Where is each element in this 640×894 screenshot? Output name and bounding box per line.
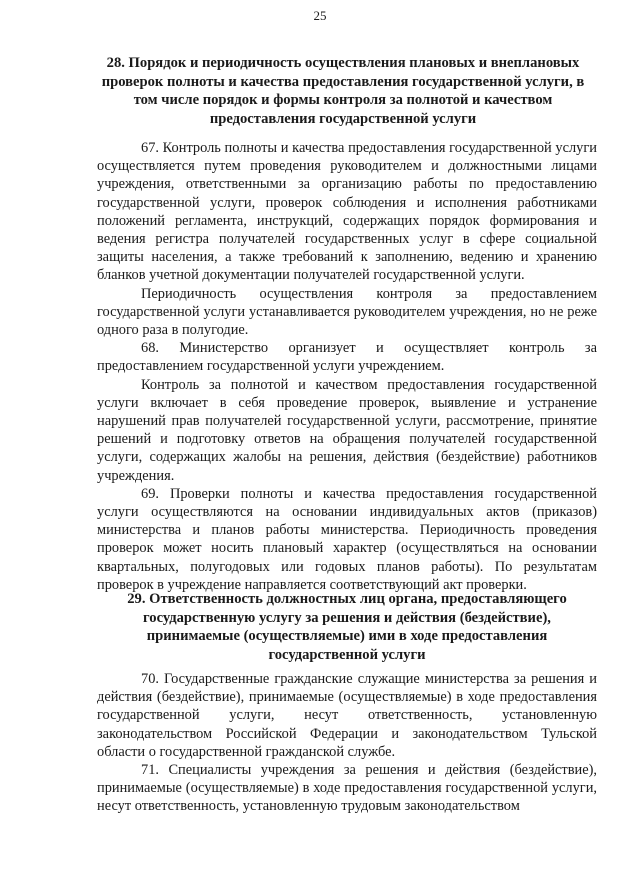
paragraph-67: 67. Контроль полноты и качества предоставления государственной услуги осуществляется путем проведения руководителем и должностными лицами учреждения, ответственными за организацию работы по предоставлению государственной услуги, проверок соблюдения и исполнения работниками положений регламента, инструкций, содержащих порядок формирования и ведения регистра получателей государственных услуг в сфере социальной защиты населения, а также требований к заполнению, ведению и хранению бланков учетной документации получателей государственной услуги.	[97, 140, 597, 284]
paragraph-67-periodicity: Периодичность осуществления контроля за предоставлением государственной услуги устанавливается руководителем учреждения, но не реже одного раза в полугодие.	[97, 285, 597, 339]
paragraph-68: 68. Министерство организует и осуществляет контроль за предоставлением государственной услуги учреждением.	[97, 340, 597, 375]
section-29-body	[97, 670, 597, 816]
paragraph-70: 70. Государственные гражданские служащие министерства за решения и действия (бездействие), принимаемые (осуществляемые) в ходе предоставления государственной услуги, несут ответственность, установленную законодательством Российской Федерации и законодательством Тульской области о государственной гражданской службе.	[97, 671, 597, 760]
paragraph-71: 71. Специалисты учреждения за решения и действия (бездействие), принимаемые (осуществляемые) в ходе предоставления государственной услуги, несут ответственность, установленную трудовым законодательством	[97, 762, 597, 815]
paragraph-69: 69. Проверки полноты и качества предоставления государственной услуги осуществляются на основании индивидуальных актов (приказов) министерства и планов работы министерства. Периодичность проведения проверок может носить плановый характер (осуществляться на основании квартальных, полугодовых или годовых планов работы). По результатам проверок в учреждение направляется соответствующий акт проверки.	[97, 485, 597, 593]
page-number: 25	[313, 8, 327, 23]
section-28-body	[97, 139, 597, 594]
section-28-heading: 28. Порядок и периодичность осуществления плановых и внеплановых проверок полноты и качества предоставления государственной услуги, в том числе порядок и формы контроля за полнотой и качеством предоставления государственной услуги	[101, 55, 585, 127]
paragraph-68-control: Контроль за полнотой и качеством предоставления государственной услуги включает в себя проведение проверок, выявление и устранение нарушений прав получателей государственной услуги, рассмотрение, принятие решений и подготовку ответов на обращения получателей государственной услуги, содержащих жалобы на решения, действия (бездействие) работников учреждения.	[97, 376, 597, 484]
section-29-heading: 29. Ответственность должностных лиц органа, предоставляющего государственную услугу за решения и действия (бездействие), принимаемые (осуществляемые) ими в ходе предоставления государственной услуги	[127, 591, 567, 663]
